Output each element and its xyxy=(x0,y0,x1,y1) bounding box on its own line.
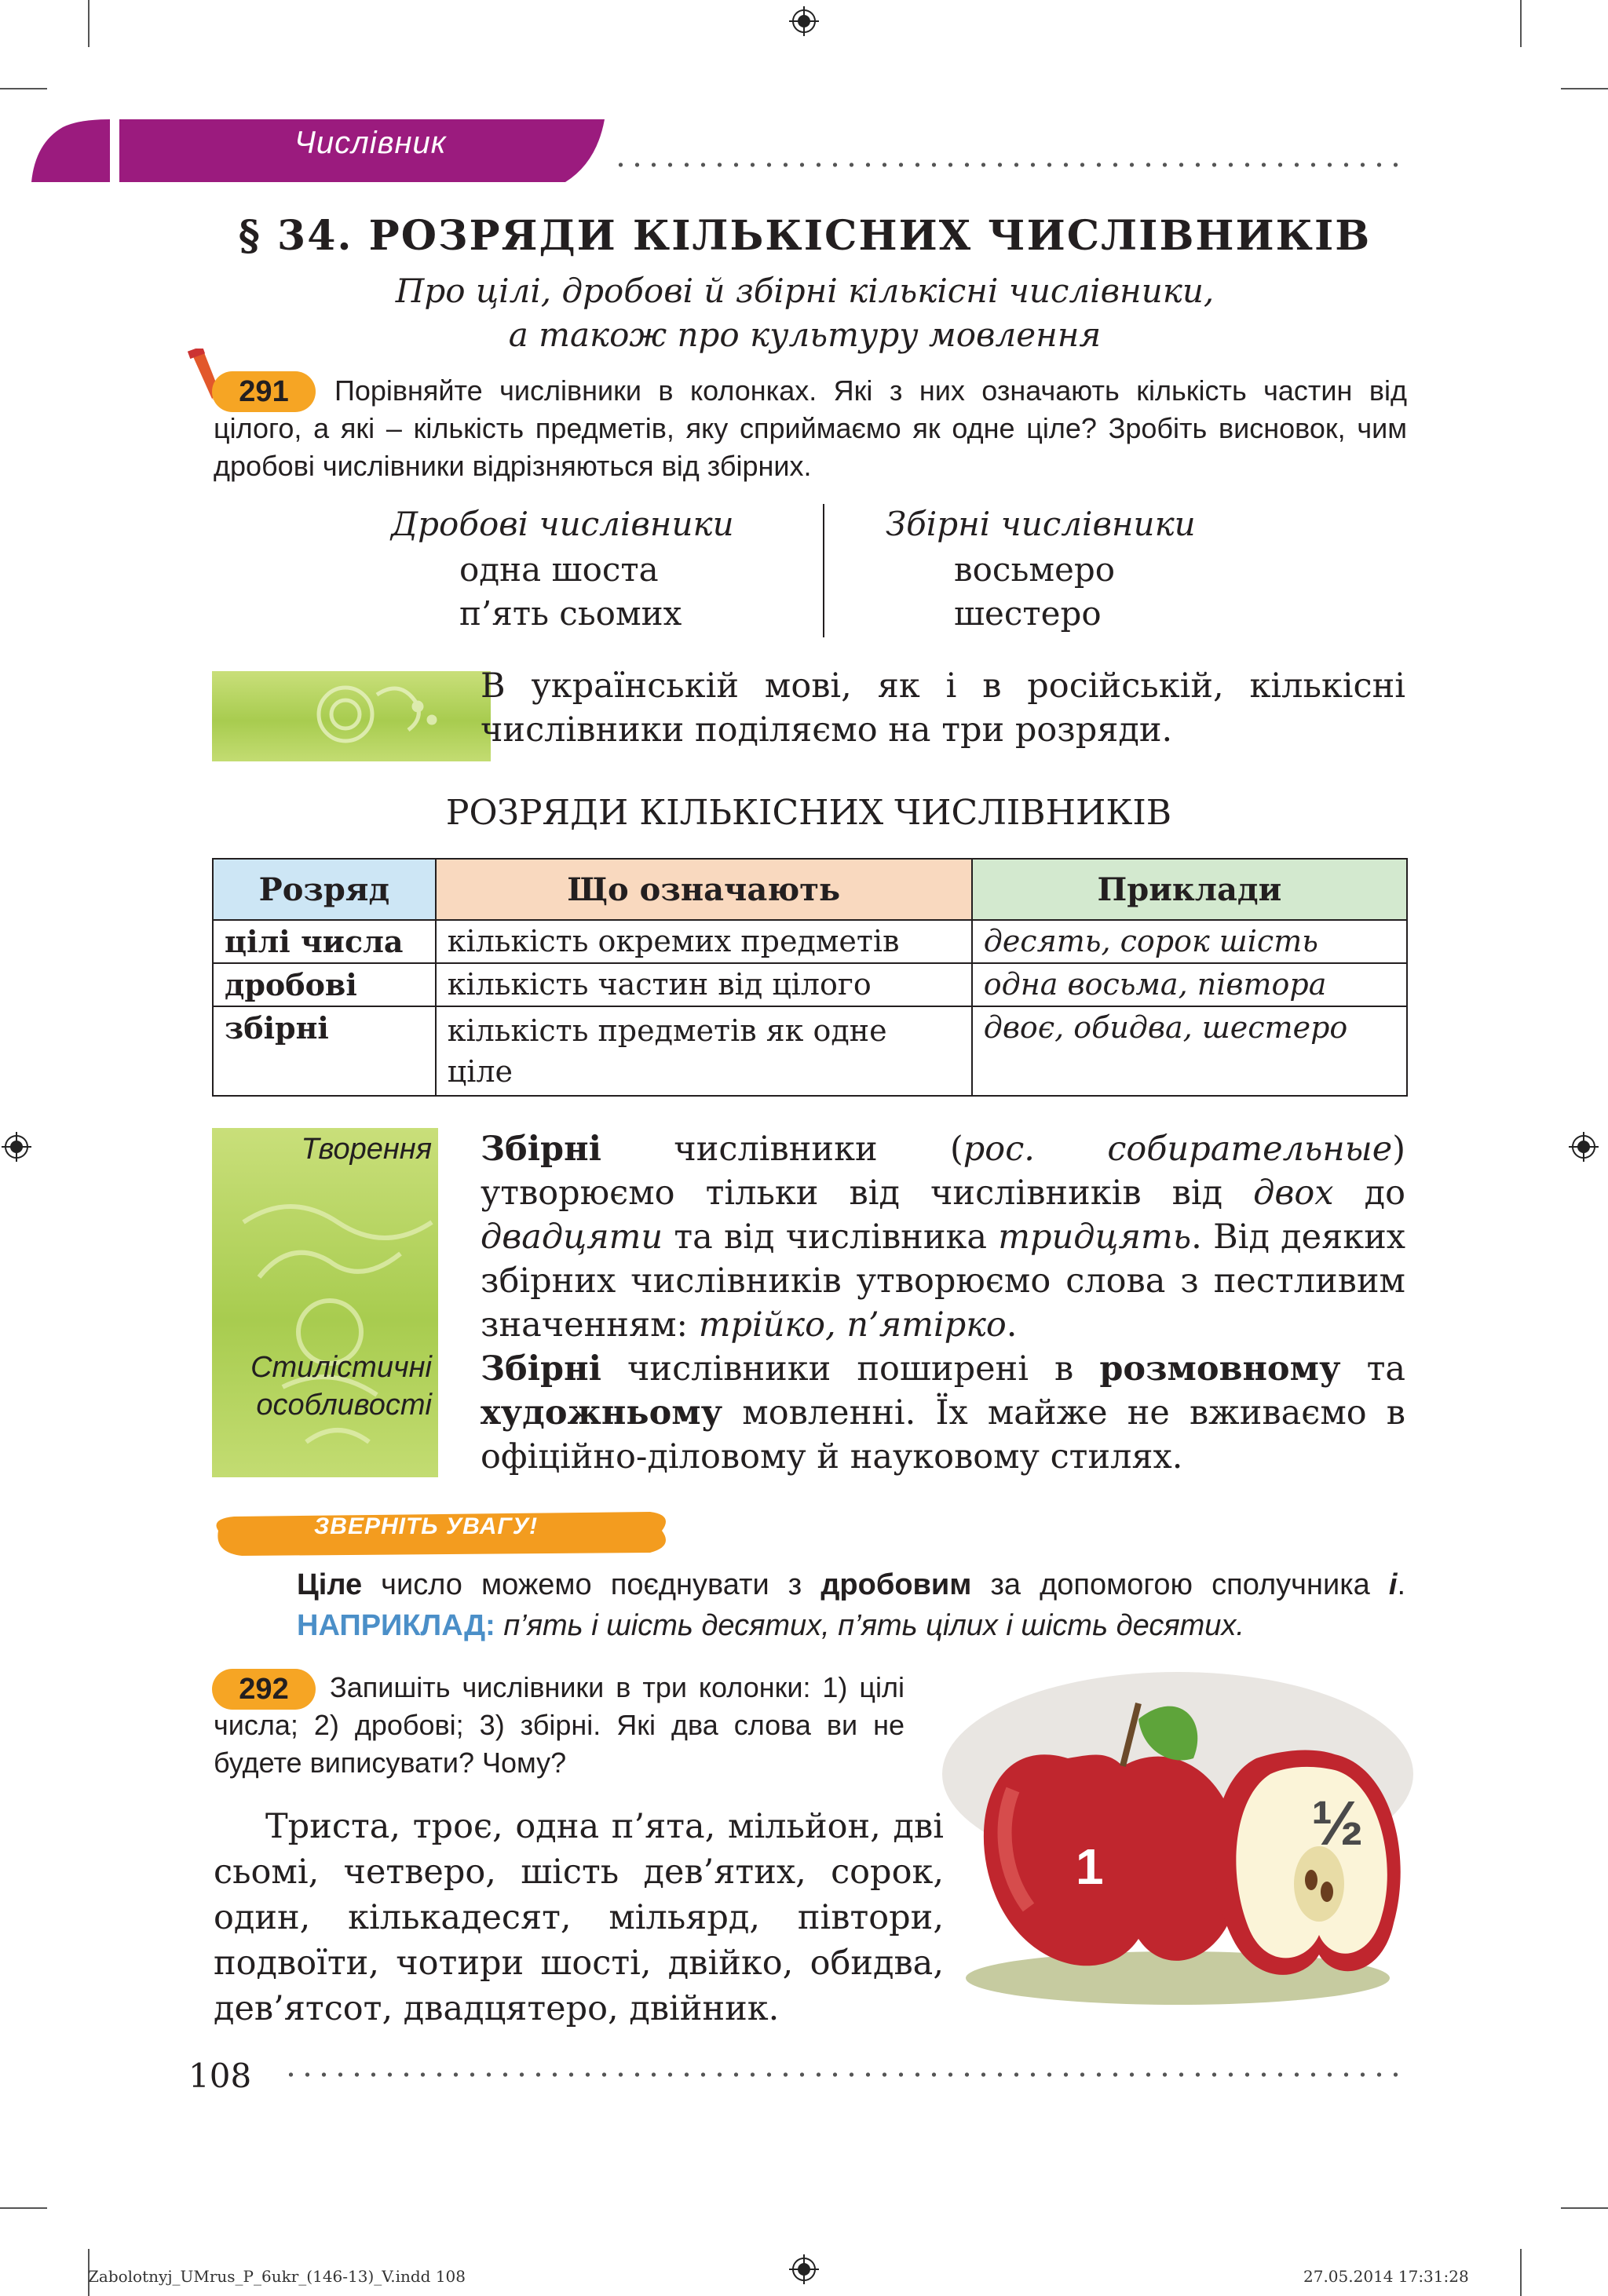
table-cell: кількість частин від цілого xyxy=(436,963,972,1006)
exercise-292-task: Запишіть числівники в три колонки: 1) цілі числа; 2) дробові; 3) збірні. Які два слова ви не будете виписувати? Чому? xyxy=(214,1671,904,1779)
term-bold: дробовим xyxy=(820,1568,972,1601)
file-name: Zabolotnyj_UMrus_P_6ukr_(146-13)_V.indd 108 xyxy=(88,2267,466,2286)
text-run: числівники ( xyxy=(601,1130,963,1169)
table-cell: двоє, обидва, шестеро xyxy=(972,1006,1407,1096)
exercise-291-text: Порівняйте числівники в колонках. Які з них означають кількість частин від цілого, а які – кількість предметів, яку сприймаємо як одне ціле? Зробіть висновок, чим дробові числівники відрізняються від збірних. xyxy=(214,374,1407,482)
section-label: Числівник xyxy=(294,126,447,160)
text-run: . xyxy=(1397,1568,1405,1601)
apple-half-label: ½ xyxy=(1311,1788,1364,1858)
apples-illustration xyxy=(942,1672,1413,2017)
term-italic: рос. собирательные xyxy=(963,1130,1393,1169)
table-header: Розряд xyxy=(213,859,436,920)
page-subtitle: а також про культуру мовлення xyxy=(508,316,1102,354)
table-cell: кількість предметів як одне ціле xyxy=(436,1006,972,1096)
rule-style-text xyxy=(481,1347,1405,1479)
table-header: Приклади xyxy=(972,859,1407,920)
table-row xyxy=(213,920,1407,963)
text-run: мовленні. Їх майже не вживаємо в офіційно-діловому й науковому стилях. xyxy=(481,1393,1405,1477)
text-run: та xyxy=(1340,1349,1405,1389)
text-run: та від числівника xyxy=(663,1217,999,1257)
table-header: Що означають xyxy=(436,859,972,920)
registration-mark-icon xyxy=(789,2254,819,2284)
registration-mark-icon xyxy=(789,6,819,36)
example-text: п’ять і шість десятих, п’ять цілих і шість десятих. xyxy=(495,1609,1244,1642)
table-cell: одна восьма, півтора xyxy=(972,963,1407,1006)
page-subtitle: Про цілі, дробові й збірні кількісні числівники, xyxy=(395,272,1215,310)
text-run: . xyxy=(1006,1305,1018,1345)
crop-mark xyxy=(1520,0,1522,47)
list-item: восьмеро xyxy=(954,550,1116,589)
term-bold: Ціле xyxy=(297,1568,363,1601)
registration-mark-icon xyxy=(2,1132,31,1162)
table-row xyxy=(213,1006,1407,1096)
column-heading-collective: Збірні числівники xyxy=(886,505,1196,543)
attention-text xyxy=(297,1564,1405,1646)
term-bold: розмовному xyxy=(1099,1349,1341,1389)
exercise-number-badge: 292 xyxy=(212,1669,316,1710)
list-item: п’ять сьомих xyxy=(459,594,682,633)
list-item: шестеро xyxy=(954,594,1102,633)
decorative-green-panel xyxy=(212,671,491,761)
footer-dotted-rule xyxy=(283,2071,1405,2079)
crop-mark xyxy=(1561,2207,1608,2209)
table-title: РОЗРЯДИ КІЛЬКІСНИХ ЧИСЛІВНИКІВ xyxy=(445,793,1172,833)
crop-mark xyxy=(0,2207,47,2209)
crop-mark xyxy=(1520,2249,1522,2296)
timestamp: 27.05.2014 17:31:28 xyxy=(1303,2267,1469,2286)
term-italic: трійко, п’ятірко xyxy=(698,1305,1007,1345)
term-italic: тридцять xyxy=(998,1217,1192,1257)
rule-label-style xyxy=(212,1349,432,1424)
term-bold-italic: і xyxy=(1388,1568,1398,1601)
table-row xyxy=(213,963,1407,1006)
table-cell: дробові xyxy=(213,963,436,1006)
crop-mark xyxy=(0,88,47,89)
rule-label-style-line: Стилістичні xyxy=(250,1351,432,1384)
categories-table xyxy=(212,858,1408,1097)
list-item: одна шоста xyxy=(459,550,659,589)
term-bold: Збірні xyxy=(481,1130,601,1169)
text-run: до xyxy=(1333,1174,1405,1213)
column-divider xyxy=(823,504,824,637)
term-bold: художньому xyxy=(481,1393,723,1433)
apple-label: 1 xyxy=(1076,1838,1104,1895)
page-number: 108 xyxy=(188,2057,252,2095)
text-run: за допомогою сполучника xyxy=(971,1568,1389,1601)
exercise-292-words: Триста, троє, одна п’ята, мільйон, дві сьомі, четверо, шість дев’ятих, сорок, один, кількадесят, мільярд, півтори, подвоїти, чотири шості, двійко, обидва, дев’ятсот, двадцятеро, двійник. xyxy=(214,1807,944,2028)
exercise-number-badge: 291 xyxy=(212,371,316,412)
table-cell: збірні xyxy=(213,1006,436,1096)
decorative-green-panel xyxy=(212,1128,438,1477)
term-italic: двадцяти xyxy=(481,1217,663,1257)
term-bold: Збірні xyxy=(481,1349,601,1389)
registration-mark-icon xyxy=(1569,1132,1599,1162)
rule-label-formation: Творення xyxy=(301,1133,432,1166)
crop-mark xyxy=(1561,88,1608,89)
text-run: числівники поширені в xyxy=(601,1349,1100,1389)
column-heading-fractional: Дробові числівники xyxy=(391,505,734,543)
table-cell: десять, сорок шість xyxy=(972,920,1407,963)
text-run: число можемо поєднувати з xyxy=(362,1568,821,1601)
intro-text: В українській мові, як і в російській, кількісні числівники поділяємо на три розряди. xyxy=(481,666,1405,750)
text-run: ) утворюємо тільки від числівників від xyxy=(481,1130,1405,1213)
attention-badge-label: ЗВЕРНІТЬ УВАГУ! xyxy=(314,1513,539,1539)
header-dotted-rule xyxy=(612,161,1405,172)
term-italic: двох xyxy=(1253,1174,1334,1213)
text-run: . Від деяких збірних числівників утворюємо слова з пестливим значенням: xyxy=(481,1217,1405,1345)
page-title: § 34. РОЗРЯДИ КІЛЬКІСНИХ ЧИСЛІВНИКІВ xyxy=(238,212,1372,260)
crop-mark xyxy=(88,0,90,47)
table-cell: цілі числа xyxy=(213,920,436,963)
rule-formation-text xyxy=(481,1127,1405,1347)
example-label: НАПРИКЛАД: xyxy=(297,1609,495,1642)
table-cell: кількість окремих предметів xyxy=(436,920,972,963)
rule-label-style-line: особливості xyxy=(256,1389,432,1422)
